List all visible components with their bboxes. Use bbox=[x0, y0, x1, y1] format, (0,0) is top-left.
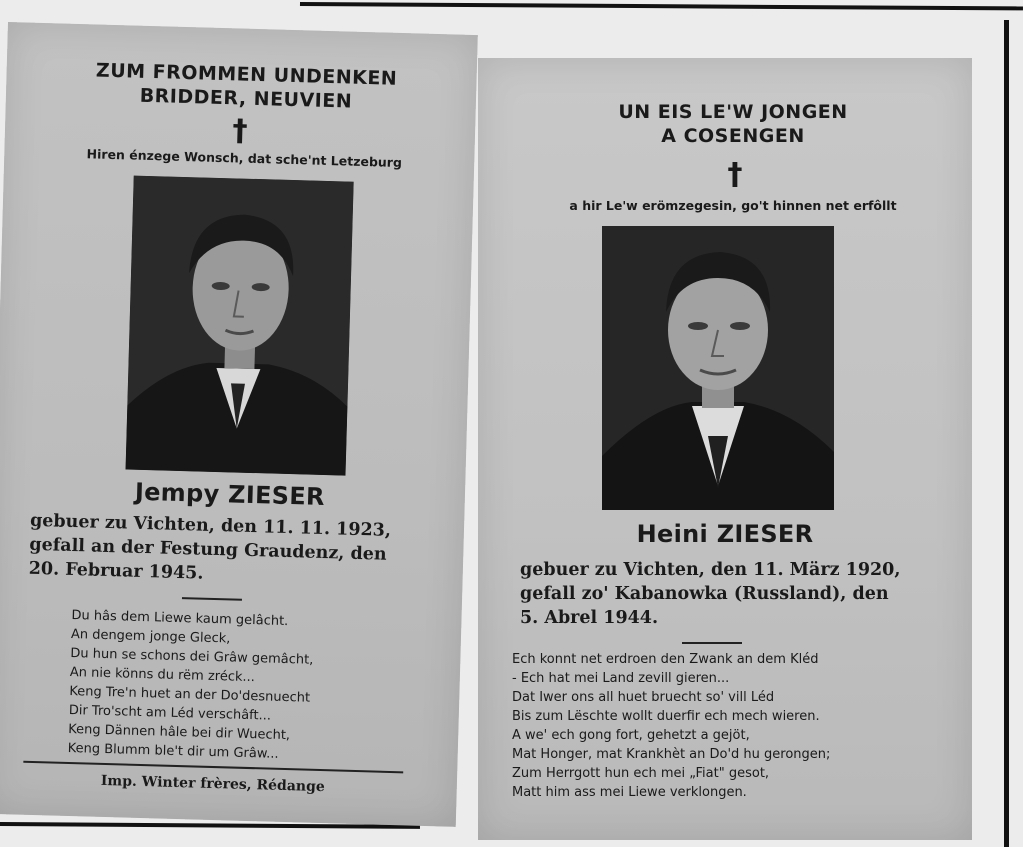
right-title-line1: UN EIS LE'W JONGEN bbox=[618, 101, 848, 123]
memorial-card-right bbox=[478, 58, 972, 840]
right-bio-line3: 5. Abrel 1944. bbox=[520, 608, 659, 628]
left-printer-credit: Imp. Winter frères, Rédange bbox=[100, 772, 325, 796]
right-deceased-name bbox=[478, 520, 972, 548]
left-deceased-name bbox=[0, 474, 465, 515]
right-poem-line: Mat Honger, mat Krankhèt an Do'd hu gerongen; bbox=[512, 747, 831, 762]
right-portrait-image bbox=[602, 226, 834, 510]
left-poem-line: An nie könns du rëm zréck... bbox=[69, 664, 256, 686]
left-portrait-photo bbox=[126, 176, 354, 476]
left-bio bbox=[28, 509, 420, 592]
left-divider bbox=[182, 597, 242, 601]
frame-top-line bbox=[300, 2, 1023, 10]
right-bio bbox=[520, 558, 920, 630]
left-title-line2: BRIDDER, NEUVIEN bbox=[139, 84, 353, 113]
left-bio-line2: gefall an der Festung Graudenz, den bbox=[29, 534, 387, 565]
left-poem-line: Keng Blumm ble't dir um Grâw... bbox=[67, 740, 279, 762]
left-portrait-image bbox=[126, 176, 354, 476]
left-motto: Hiren énzege Wonsch, dat sche'nt Letzeburg bbox=[86, 146, 403, 171]
right-title bbox=[498, 100, 968, 148]
left-bio-line3: 20. Februar 1945. bbox=[28, 558, 204, 584]
left-poem-line: Du hun se schons dei Grâw gemâcht, bbox=[70, 645, 314, 668]
left-title bbox=[26, 57, 467, 117]
right-poem-line: Zum Herrgott hun ech mei „Fiat" gesot, bbox=[512, 766, 770, 781]
right-last-name: ZIESER bbox=[716, 520, 814, 548]
left-last-name: ZIESER bbox=[227, 480, 326, 512]
right-poem-line: Bis zum Lëschte wollt duerfir ech mech wieren. bbox=[512, 709, 820, 724]
left-poem-line: Du hâs dem Liewe kaum gelâcht. bbox=[71, 608, 289, 630]
right-motto: a hir Le'w erömzegesin, go't hinnen net erfôllt bbox=[569, 198, 897, 213]
right-first-name: Heini bbox=[636, 520, 709, 548]
left-title-line1: ZUM FROMMEN UNDENKEN bbox=[95, 59, 398, 90]
right-cross-icon: † bbox=[727, 157, 743, 192]
right-poem-line: - Ech hat mei Land zevill gieren... bbox=[512, 671, 730, 686]
left-bio-line1: gebuer zu Vichten, den 11. 11. 1923, bbox=[29, 510, 392, 541]
frame-right-line bbox=[1004, 20, 1009, 847]
right-bio-line2: gefall zo' Kabanowka (Russland), den bbox=[520, 584, 889, 604]
left-poem-line: Dir Tro'scht am Léd verschâft... bbox=[68, 702, 272, 724]
right-poem-line: Dat Iwer ons all huet bruecht so' vill Léd bbox=[512, 690, 775, 705]
memorial-card-left bbox=[0, 22, 478, 827]
left-first-name: Jempy bbox=[134, 477, 220, 509]
right-title-line2: A COSENGEN bbox=[661, 125, 805, 147]
right-poem-line: Matt him ass mei Liewe verklongen. bbox=[512, 785, 747, 800]
left-poem-line: Keng Dännen hâle bei dir Wuecht, bbox=[68, 721, 291, 744]
right-portrait-photo bbox=[602, 226, 834, 510]
right-poem-line: Ech konnt net erdroen den Zwank an dem Kléd bbox=[512, 652, 819, 667]
right-poem bbox=[512, 650, 932, 802]
left-poem bbox=[67, 606, 431, 768]
right-divider bbox=[682, 642, 742, 644]
left-cross-icon: † bbox=[232, 113, 249, 149]
right-poem-line: A we' ech gong fort, gehetzt a gejöt, bbox=[512, 728, 750, 743]
left-poem-line: Keng Tre'n huet an der Do'desnuecht bbox=[69, 683, 311, 706]
right-bio-line1: gebuer zu Vichten, den 11. März 1920, bbox=[520, 560, 901, 580]
left-poem-line: An dengem jonge Gleck, bbox=[70, 626, 231, 647]
